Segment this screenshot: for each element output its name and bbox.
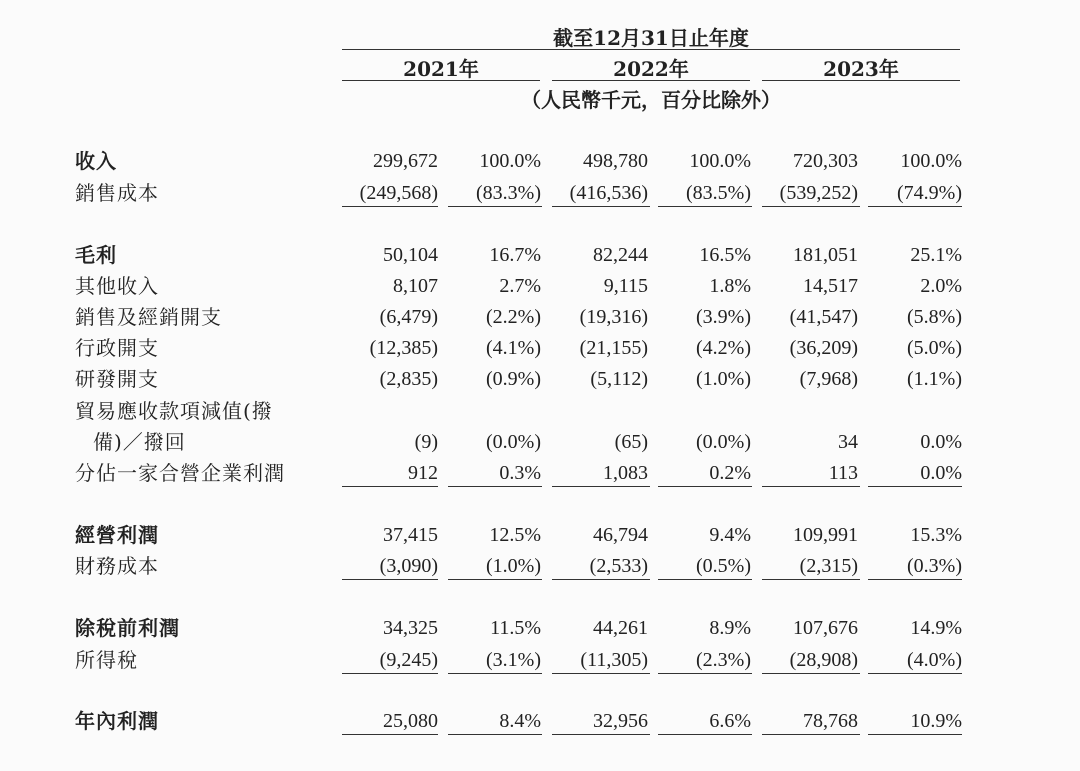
amount-cell: (7,968) — [799, 368, 858, 390]
cell-underline — [342, 486, 438, 487]
percent-cell: (4.0%) — [907, 649, 962, 671]
percent-cell: (3.9%) — [696, 306, 751, 328]
percent-cell: (83.5%) — [686, 182, 751, 204]
amount-cell: 34,325 — [383, 617, 438, 639]
percent-cell: (5.0%) — [907, 337, 962, 359]
cell-underline — [762, 579, 860, 580]
amount-cell: (41,547) — [789, 306, 858, 328]
percent-cell: 6.6% — [709, 710, 751, 732]
percent-cell: 0.0% — [920, 431, 962, 453]
table-row — [0, 646, 1080, 674]
year-header-2021: 2021年 — [403, 57, 479, 81]
percent-cell: 8.9% — [709, 617, 751, 639]
table-row — [0, 428, 1080, 456]
cell-underline — [658, 579, 752, 580]
amount-cell: 498,780 — [583, 150, 648, 172]
amount-cell: 299,672 — [373, 150, 438, 172]
amount-cell: (249,568) — [359, 182, 438, 204]
amount-cell: (28,908) — [789, 649, 858, 671]
amount-cell: (65) — [614, 431, 648, 453]
row-label: 收入 — [75, 149, 117, 173]
amount-cell: 720,303 — [793, 150, 858, 172]
amount-cell: 78,768 — [803, 710, 858, 732]
percent-cell: (1.0%) — [486, 555, 541, 577]
row-label: 行政開支 — [75, 336, 159, 360]
amount-cell: 912 — [408, 462, 438, 484]
percent-cell: 0.0% — [920, 462, 962, 484]
row-label: 除稅前利潤 — [75, 616, 180, 640]
percent-cell: 100.0% — [900, 150, 962, 172]
amount-cell: (416,536) — [569, 182, 648, 204]
year-header-2022: 2022年 — [613, 57, 689, 81]
percent-cell: 15.3% — [910, 524, 962, 546]
percent-cell: (2.3%) — [696, 649, 751, 671]
percent-cell: 100.0% — [479, 150, 541, 172]
year-header-rule-2022 — [552, 80, 750, 81]
cell-underline — [552, 579, 650, 580]
percent-cell: 2.7% — [499, 275, 541, 297]
table-row — [0, 707, 1080, 735]
cell-underline — [762, 486, 860, 487]
percent-cell: 0.3% — [499, 462, 541, 484]
cell-underline — [552, 206, 650, 207]
amount-cell: (12,385) — [369, 337, 438, 359]
cell-underline — [868, 486, 962, 487]
amount-cell: 37,415 — [383, 524, 438, 546]
percent-cell: (0.0%) — [486, 431, 541, 453]
cell-underline — [762, 206, 860, 207]
amount-cell: 46,794 — [593, 524, 648, 546]
percent-cell: (0.3%) — [907, 555, 962, 577]
row-label: 其他收入 — [75, 274, 159, 298]
cell-underline — [658, 206, 752, 207]
amount-cell: (9) — [414, 431, 438, 453]
year-header-2023: 2023年 — [823, 57, 899, 81]
table-row — [0, 521, 1080, 549]
row-label: 貿易應收款項減值(撥 — [75, 399, 273, 423]
amount-cell: 14,517 — [803, 275, 858, 297]
table-row — [0, 147, 1080, 175]
percent-cell: 16.5% — [699, 244, 751, 266]
percent-cell: (2.2%) — [486, 306, 541, 328]
amount-cell: (11,305) — [580, 649, 648, 671]
cell-underline — [448, 206, 542, 207]
cell-underline — [868, 673, 962, 674]
amount-cell: 8,107 — [393, 275, 438, 297]
cell-underline — [448, 734, 542, 735]
row-label: 經營利潤 — [75, 523, 159, 547]
amount-cell: 50,104 — [383, 244, 438, 266]
cell-underline — [658, 673, 752, 674]
amount-cell: (5,112) — [590, 368, 648, 390]
amount-cell: (6,479) — [379, 306, 438, 328]
period-header-rule — [342, 49, 960, 50]
amount-cell: 25,080 — [383, 710, 438, 732]
amount-cell: 113 — [828, 462, 858, 484]
percent-cell: (1.1%) — [907, 368, 962, 390]
table-row — [0, 552, 1080, 580]
percent-cell: 25.1% — [910, 244, 962, 266]
percent-cell: 1.8% — [709, 275, 751, 297]
percent-cell: 2.0% — [920, 275, 962, 297]
table-row — [0, 179, 1080, 207]
row-label: 財務成本 — [75, 554, 159, 578]
table-row — [0, 614, 1080, 642]
period-header: 截至12月31日止年度 — [553, 26, 749, 50]
percent-cell: (3.1%) — [486, 649, 541, 671]
amount-cell: (21,155) — [579, 337, 648, 359]
amount-cell: (19,316) — [579, 306, 648, 328]
percent-cell: 10.9% — [910, 710, 962, 732]
table-row — [0, 334, 1080, 362]
percent-cell: (0.0%) — [696, 431, 751, 453]
cell-underline — [762, 734, 860, 735]
amount-cell: 107,676 — [793, 617, 858, 639]
amount-cell: 9,115 — [603, 275, 648, 297]
table-row — [0, 365, 1080, 393]
percent-cell: 9.4% — [709, 524, 751, 546]
amount-cell: (9,245) — [379, 649, 438, 671]
cell-underline — [552, 673, 650, 674]
amount-cell: (539,252) — [779, 182, 858, 204]
percent-cell: (74.9%) — [897, 182, 962, 204]
amount-cell: 82,244 — [593, 244, 648, 266]
row-label: 所得稅 — [75, 648, 138, 672]
percent-cell: (83.3%) — [476, 182, 541, 204]
row-label: 研發開支 — [75, 367, 159, 391]
row-label: 備)／撥回 — [93, 430, 186, 454]
percent-cell: (0.5%) — [696, 555, 751, 577]
percent-cell: 100.0% — [689, 150, 751, 172]
row-label: 銷售成本 — [75, 181, 159, 205]
table-row — [0, 459, 1080, 487]
percent-cell: 12.5% — [489, 524, 541, 546]
percent-cell: (4.1%) — [486, 337, 541, 359]
table-row — [0, 303, 1080, 331]
amount-cell: (2,315) — [799, 555, 858, 577]
amount-cell: 181,051 — [793, 244, 858, 266]
table-row — [0, 272, 1080, 300]
cell-underline — [448, 486, 542, 487]
cell-underline — [342, 673, 438, 674]
row-label: 年內利潤 — [75, 709, 159, 733]
percent-cell: 11.5% — [490, 617, 541, 639]
percent-cell: 0.2% — [709, 462, 751, 484]
row-label: 毛利 — [75, 243, 117, 267]
row-label: 銷售及經銷開支 — [75, 305, 222, 329]
cell-underline — [762, 673, 860, 674]
percent-cell: 14.9% — [910, 617, 962, 639]
cell-underline — [342, 579, 438, 580]
amount-cell: 34 — [838, 431, 858, 453]
cell-underline — [342, 206, 438, 207]
amount-cell: 44,261 — [593, 617, 648, 639]
table-row — [0, 241, 1080, 269]
amount-cell: 109,991 — [793, 524, 858, 546]
percent-cell: (4.2%) — [696, 337, 751, 359]
cell-underline — [868, 579, 962, 580]
cell-underline — [552, 486, 650, 487]
amount-cell: (2,533) — [589, 555, 648, 577]
percent-cell: (5.8%) — [907, 306, 962, 328]
amount-cell: (2,835) — [379, 368, 438, 390]
year-header-rule-2023 — [762, 80, 960, 81]
cell-underline — [448, 673, 542, 674]
year-header-rule-2021 — [342, 80, 540, 81]
percent-cell: 8.4% — [499, 710, 541, 732]
amount-cell: (3,090) — [379, 555, 438, 577]
table-row — [0, 397, 1080, 425]
percent-cell: 16.7% — [489, 244, 541, 266]
cell-underline — [658, 734, 752, 735]
cell-underline — [342, 734, 438, 735]
cell-underline — [552, 734, 650, 735]
unit-note: （人民幣千元，百分比除外） — [521, 88, 781, 112]
amount-cell: (36,209) — [789, 337, 858, 359]
row-label: 分佔一家合營企業利潤 — [75, 461, 285, 485]
amount-cell: 1,083 — [603, 462, 648, 484]
cell-underline — [658, 486, 752, 487]
cell-underline — [868, 206, 962, 207]
cell-underline — [868, 734, 962, 735]
percent-cell: (1.0%) — [696, 368, 751, 390]
cell-underline — [448, 579, 542, 580]
percent-cell: (0.9%) — [486, 368, 541, 390]
amount-cell: 32,956 — [593, 710, 648, 732]
